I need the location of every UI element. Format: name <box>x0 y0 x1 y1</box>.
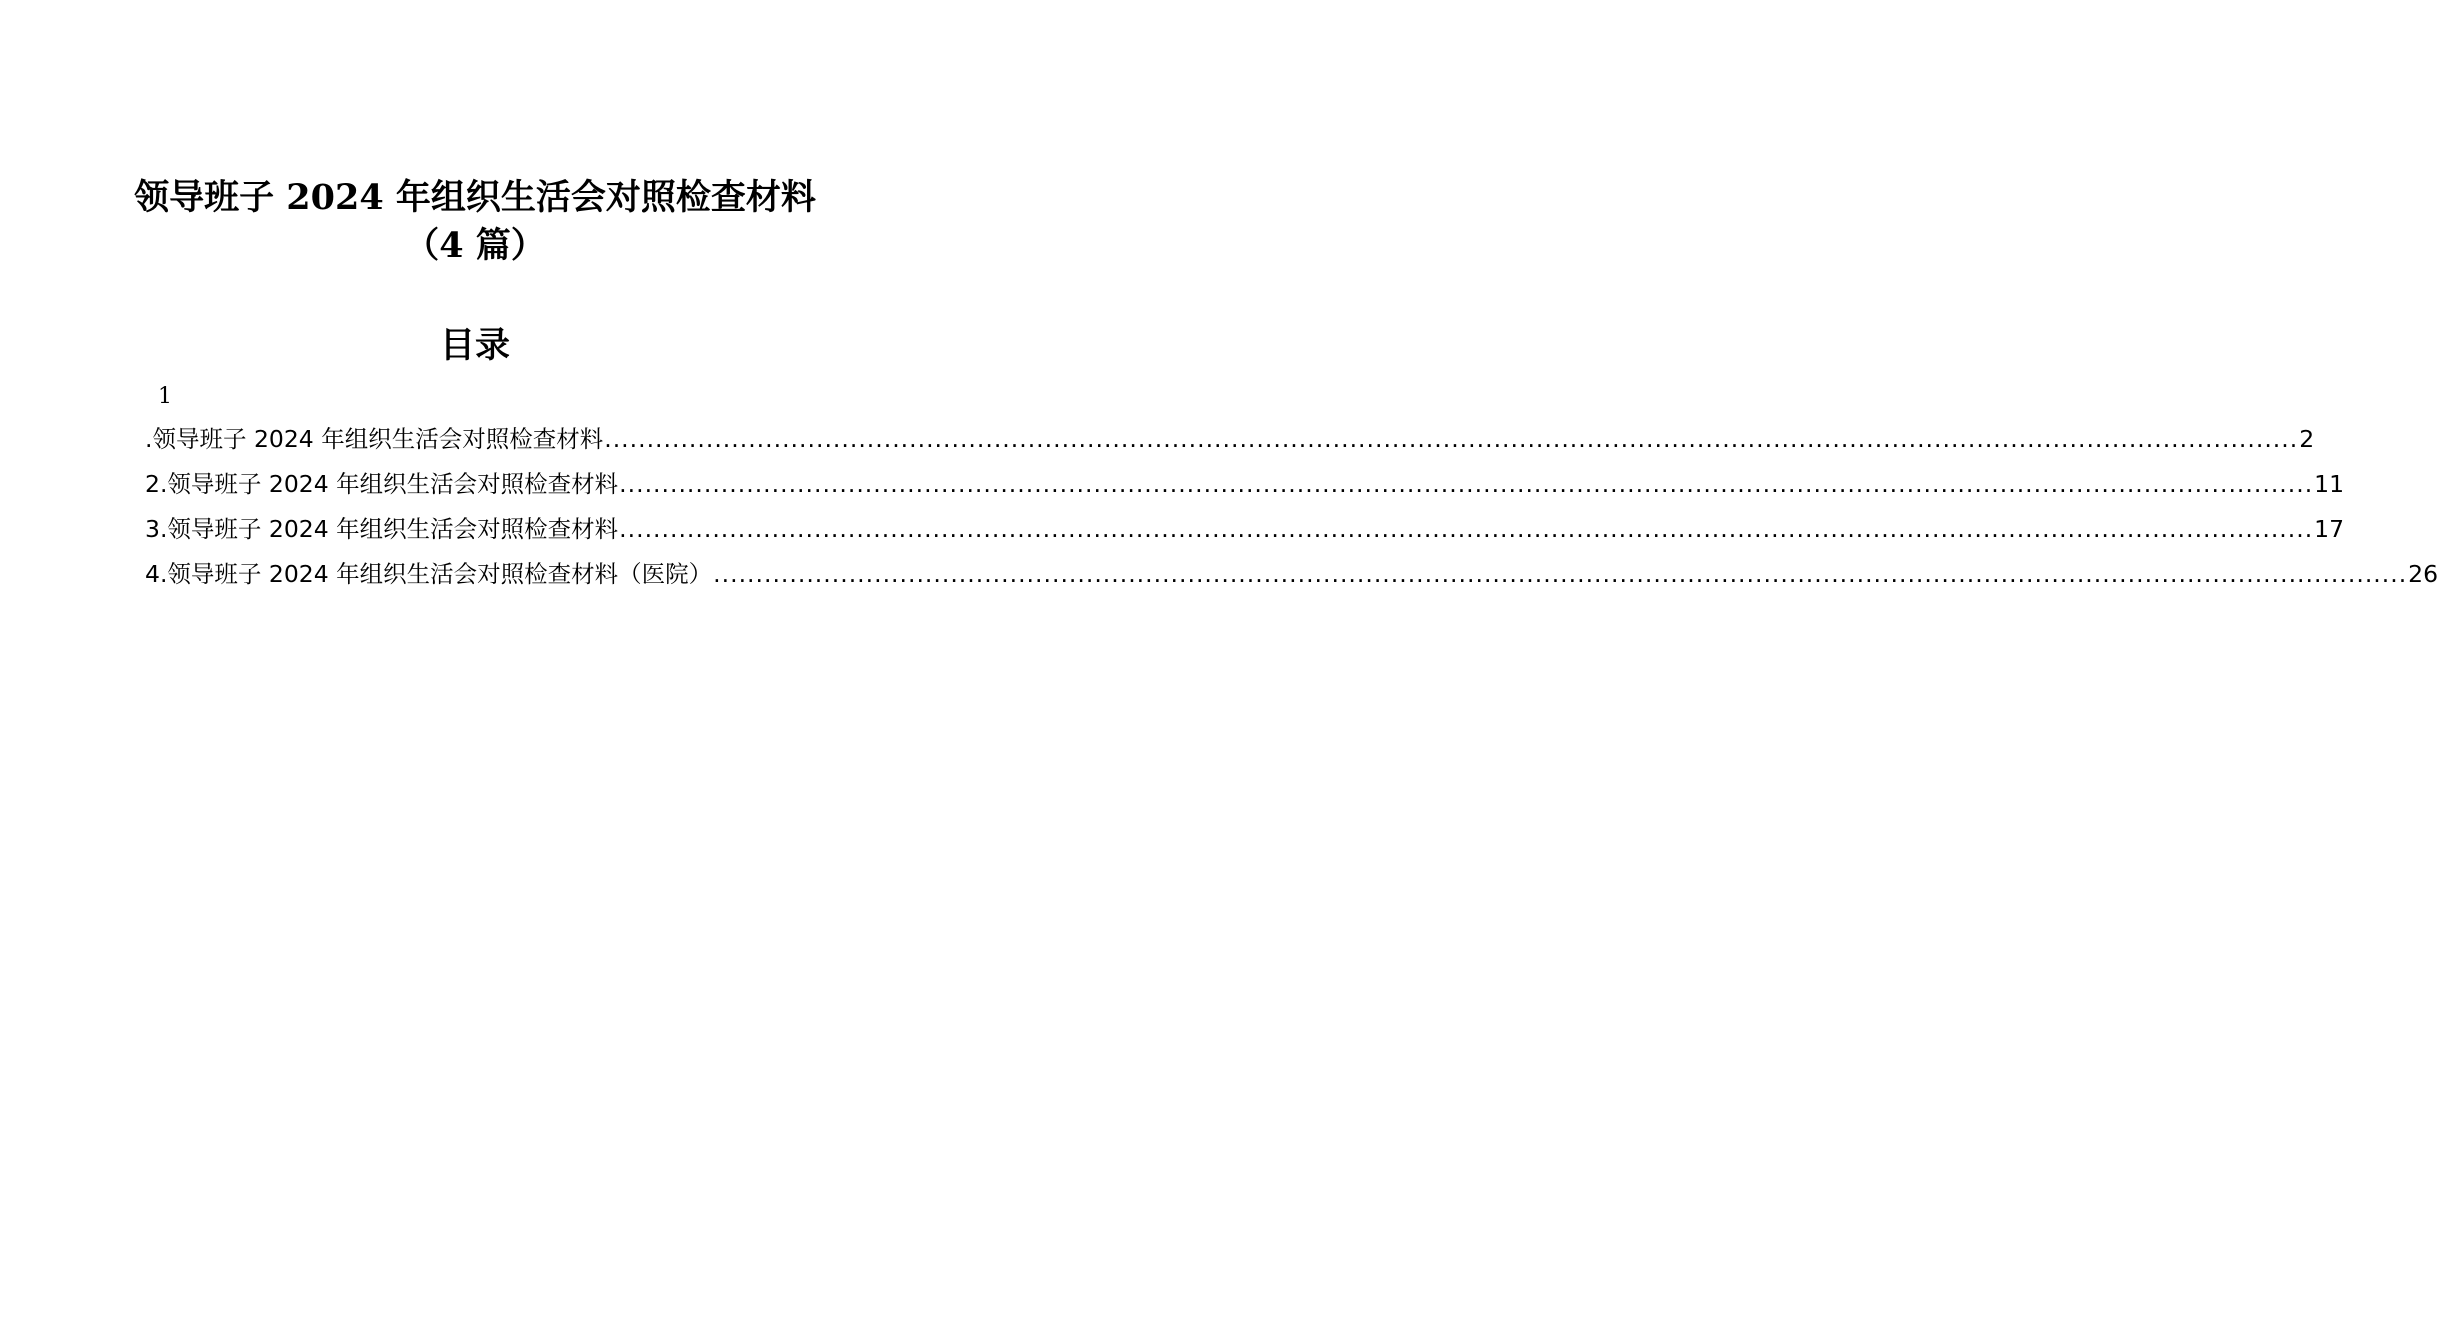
toc-entry[interactable] <box>145 511 2345 556</box>
toc-entry-page: 17 <box>2314 515 2345 543</box>
toc-leader-dots: ........................................................................................................................................................................................................ <box>713 560 2408 588</box>
toc-entry[interactable] <box>145 421 2315 466</box>
toc-entry[interactable] <box>145 556 2438 601</box>
toc-entry-text: 4.领导班子 2024 年组织生活会对照检查材料（医院） <box>145 560 713 588</box>
document-subtitle: （4 篇） <box>404 225 546 266</box>
toc-leader-dots: ........................................................................................................................................................................................................ <box>619 515 2314 543</box>
toc-heading: 目录 <box>439 325 510 366</box>
toc-leader-dots: ........................................................................................................................................................................................................ <box>619 470 2314 498</box>
toc-entry-text: 2.领导班子 2024 年组织生活会对照检查材料 <box>145 470 619 498</box>
toc-entry-page: 11 <box>2314 470 2345 498</box>
toc-entry-page: 2 <box>2299 425 2315 453</box>
toc-stray-number: 1 <box>158 384 172 409</box>
table-of-contents <box>145 421 2438 601</box>
toc-entry-text: .领导班子 2024 年组织生活会对照检查材料 <box>145 425 604 453</box>
toc-entry-page: 26 <box>2408 560 2438 588</box>
toc-entry[interactable] <box>145 466 2345 511</box>
document-title: 领导班子 2024 年组织生活会对照检查材料 <box>134 177 816 218</box>
toc-entry-text: 3.领导班子 2024 年组织生活会对照检查材料 <box>145 515 619 543</box>
toc-leader-dots: ........................................................................................................................................................................................................ <box>604 425 2299 453</box>
